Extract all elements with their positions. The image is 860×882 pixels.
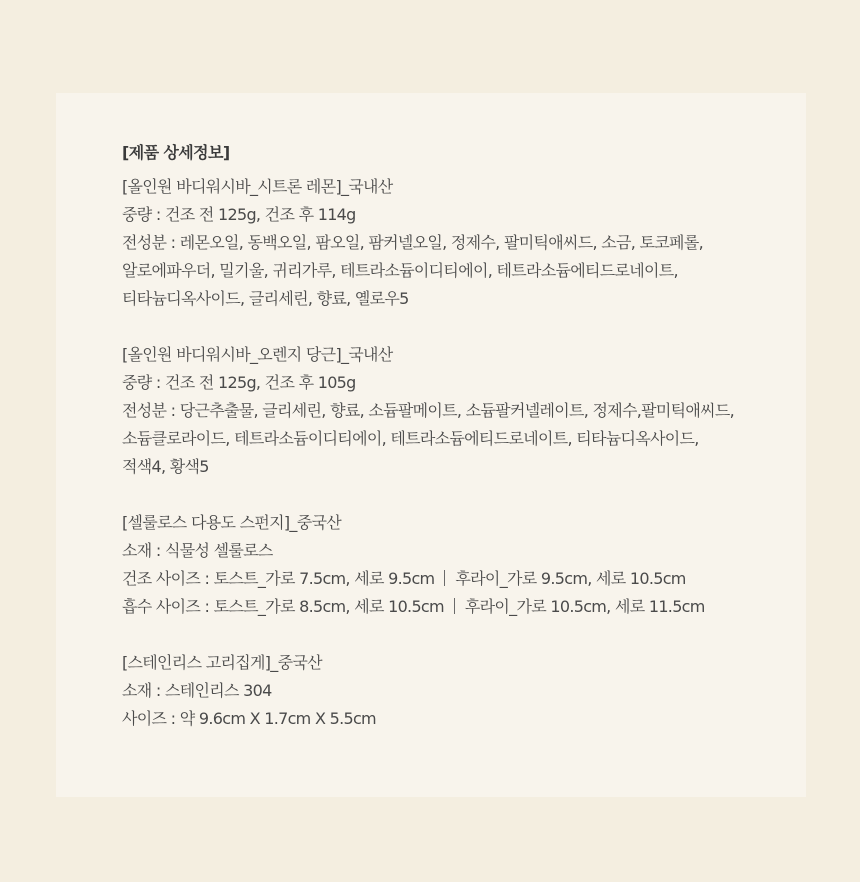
product-name: [올인원 바디워시바_시트론 레몬]_국내산 [122,177,393,196]
dry-size-toast: 건조 사이즈 : 토스트_가로 7.5cm, 세로 9.5cm [122,569,435,588]
product-detail-card [56,93,806,797]
ingredients-line: 전성분 : 당근추출물, 글리세린, 향료, 소듐팔메이트, 소듐팔커넬레이트, 정제수,팔미틱애씨드, [122,401,735,420]
product-name: [스테인리스 고리집게]_중국산 [122,653,322,672]
detail-title: [제품 상세정보] [122,143,230,162]
section-citron-lemon-bar [122,173,806,313]
ingredients-line: 티타늄디옥사이드, 글리세린, 향료, 옐로우5 [122,289,409,308]
ingredients-line: 전성분 : 레몬오일, 동백오일, 팜오일, 팜커넬오일, 정제수, 팔미틱애씨드, 소금, 토코페롤, [122,233,703,252]
wet-size-line [122,593,806,621]
ingredients-line: 소듐클로라이드, 테트라소듐이디티에이, 테트라소듐에티드로네이트, 티타늄디옥사이드, [122,429,699,448]
size-line: 사이즈 : 약 9.6cm X 1.7cm X 5.5cm [122,709,376,728]
divider [454,598,455,614]
divider [444,570,445,586]
dry-size-line [122,565,806,593]
product-name: [셀룰로스 다용도 스펀지]_중국산 [122,513,341,532]
material-line: 소재 : 스테인리스 304 [122,681,272,700]
material-line: 소재 : 식물성 셀룰로스 [122,541,273,560]
section-orange-carrot-bar [122,341,806,481]
weight-line: 중량 : 건조 전 125g, 건조 후 114g [122,205,356,224]
wet-size-toast: 흡수 사이즈 : 토스트_가로 8.5cm, 세로 10.5cm [122,597,444,616]
section-stainless-clip [122,649,806,733]
weight-line: 중량 : 건조 전 125g, 건조 후 105g [122,373,356,392]
product-name: [올인원 바디워시바_오렌지 당근]_국내산 [122,345,393,364]
ingredients-line: 알로에파우더, 밀기울, 귀리가루, 테트라소듐이디티에이, 테트라소듐에티드로네이트, [122,261,678,280]
wet-size-fry: 후라이_가로 10.5cm, 세로 11.5cm [464,597,705,616]
dry-size-fry: 후라이_가로 9.5cm, 세로 10.5cm [455,569,686,588]
section-cellulose-sponge [122,509,806,621]
ingredients-line: 적색4, 황색5 [122,457,209,476]
